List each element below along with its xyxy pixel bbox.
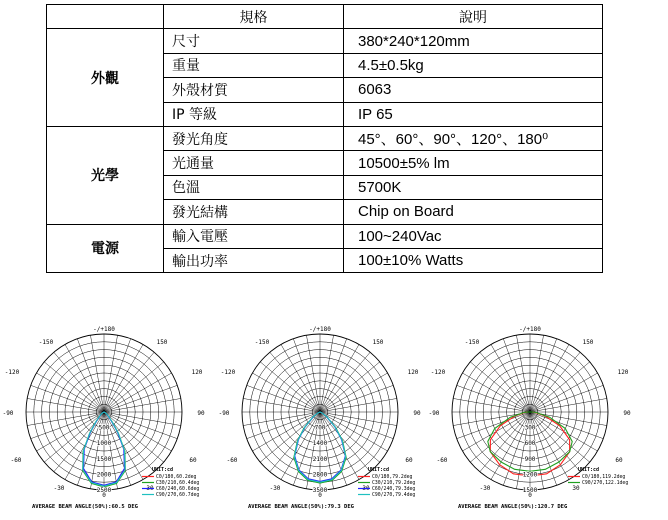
spec-label: 發光角度	[164, 126, 344, 150]
legend-entry: C0/180,60.2deg	[156, 475, 197, 480]
angle-label: -30	[53, 485, 65, 492]
legend-entry: C90/270,60.7deg	[156, 493, 200, 498]
radial-label: 1500	[522, 487, 538, 494]
spec-value: 4.5±0.5kg	[344, 53, 603, 77]
radial-label: 300	[524, 424, 536, 432]
header-spec: 規格	[164, 5, 344, 29]
radial-label: 1200	[522, 471, 538, 479]
angle-label: -60	[226, 457, 238, 464]
legend-entry: C30/210,60.4deg	[156, 481, 200, 486]
angle-label: -60	[436, 457, 448, 464]
radial-label: 2100	[312, 455, 328, 463]
angle-label: 60	[189, 457, 197, 464]
legend-entry: C60/240,60.6deg	[156, 487, 200, 492]
unit-label: UNIT:cd	[578, 467, 600, 473]
spec-label: 發光結構	[164, 200, 344, 224]
spec-label: 光通量	[164, 151, 344, 175]
spec-table	[46, 4, 603, 273]
radial-label: 500	[98, 424, 110, 432]
angle-label: -60	[10, 457, 22, 464]
category-power: 電源	[47, 224, 164, 273]
angle-label: 90	[623, 410, 631, 417]
beam-angle-label: AVERAGE BEAM ANGLE(50%):120.7 DEG	[458, 504, 568, 510]
header-blank	[47, 5, 164, 29]
angle-label: -150	[464, 339, 480, 346]
angle-label-top: -/+180	[309, 326, 331, 333]
angle-label: 150	[156, 339, 168, 346]
legend-entry: C90/270,79.4deg	[372, 493, 416, 498]
angle-label-top: -/+180	[93, 326, 115, 333]
polar-diagram-79deg	[218, 322, 423, 516]
beam-angle-label: AVERAGE BEAM ANGLE(50%):79.3 DEG	[248, 504, 354, 510]
spec-label: 輸出功率	[164, 248, 344, 272]
angle-label: -120	[430, 369, 446, 376]
angle-label: -150	[254, 339, 270, 346]
angle-label: -120	[220, 369, 236, 376]
polar-diagram-60deg	[2, 322, 207, 516]
legend-entry: C0/180,119.2deg	[582, 475, 626, 480]
spec-value: 45°、60°、90°、120°、180⁰	[344, 126, 603, 150]
angle-label: 150	[582, 339, 594, 346]
spec-value: 10500±5% lm	[344, 151, 603, 175]
polar-diagram-120deg	[428, 322, 633, 516]
radial-label: 1500	[96, 455, 112, 463]
spec-value: 100±10% Watts	[344, 248, 603, 272]
radial-label: 1400	[312, 440, 328, 448]
category-optics: 光學	[47, 126, 164, 224]
radial-label: 1000	[96, 440, 112, 448]
spec-value: IP 65	[344, 102, 603, 126]
polar-grid-2	[218, 322, 423, 516]
spec-value: Chip on Board	[344, 200, 603, 224]
angle-label-bottom: 0	[102, 492, 106, 499]
category-appearance: 外觀	[47, 29, 164, 127]
angle-label: -90	[2, 410, 14, 417]
spec-label: 外殼材質	[164, 78, 344, 102]
legend-entry: C90/270,122.1deg	[582, 481, 629, 486]
radial-label: 3500	[312, 487, 328, 494]
angle-label: -90	[218, 410, 230, 417]
angle-label: -150	[38, 339, 54, 346]
angle-label: -90	[428, 410, 440, 417]
spec-value: 5700K	[344, 175, 603, 199]
radial-label: 600	[524, 440, 536, 448]
angle-label: 90	[413, 410, 421, 417]
polar-grid-3	[428, 322, 633, 516]
radial-label: 700	[314, 424, 326, 432]
legend-entry: C0/180,79.2deg	[372, 475, 413, 480]
angle-label: 30	[572, 485, 580, 492]
beam-angle-label: AVERAGE BEAM ANGLE(50%):60.5 DEG	[32, 504, 138, 510]
spec-value: 6063	[344, 78, 603, 102]
angle-label-bottom: 0	[528, 492, 532, 499]
spec-value: 380*240*120mm	[344, 29, 603, 53]
angle-label: 90	[197, 410, 205, 417]
radial-label: 2000	[96, 471, 112, 479]
radial-label: 2800	[312, 471, 328, 479]
angle-label: -30	[269, 485, 281, 492]
spec-label: 尺寸	[164, 29, 344, 53]
polar-grid-1	[2, 322, 207, 516]
angle-label: 120	[617, 369, 629, 376]
angle-label: 60	[405, 457, 413, 464]
spec-value: 100~240Vac	[344, 224, 603, 248]
angle-label: -120	[4, 369, 20, 376]
legend-entry: C60/240,79.3deg	[372, 487, 416, 492]
radial-label: 2500	[96, 487, 112, 494]
spec-label: IP 等級	[164, 102, 344, 126]
angle-label: -30	[479, 485, 491, 492]
unit-label: UNIT:cd	[368, 467, 390, 473]
header-description: 說明	[344, 5, 603, 29]
legend-entry: C30/210,79.2deg	[372, 481, 416, 486]
spec-label: 色溫	[164, 175, 344, 199]
radial-label: 900	[524, 455, 536, 463]
spec-label: 重量	[164, 53, 344, 77]
angle-label: 30	[362, 485, 370, 492]
angle-label: 30	[146, 485, 154, 492]
angle-label: 120	[191, 369, 203, 376]
angle-label-bottom: 0	[318, 492, 322, 499]
angle-label: 60	[615, 457, 623, 464]
angle-label: 120	[407, 369, 419, 376]
spec-label: 輸入電壓	[164, 224, 344, 248]
angle-label: 150	[372, 339, 384, 346]
angle-label-top: -/+180	[519, 326, 541, 333]
unit-label: UNIT:cd	[152, 467, 174, 473]
